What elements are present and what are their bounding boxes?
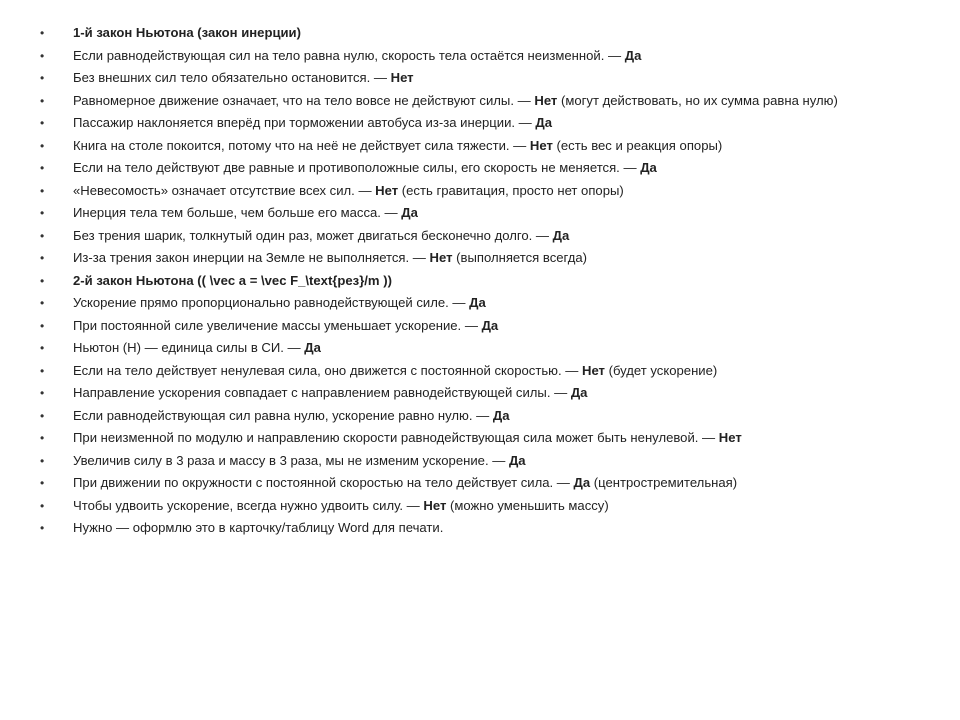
list-item: • При движении по окружности с постоянной скоростью на тело действует сила. — Да (центростремительная) — [40, 475, 738, 490]
bullet-icon: • — [40, 318, 45, 333]
bullet-icon: • — [40, 138, 45, 153]
bullet-icon: • — [40, 363, 45, 378]
bullet-icon: • — [40, 386, 45, 400]
list-item: • Если равнодействующая сил равна нулю, ускорение равно нулю. — Да — [40, 407, 510, 423]
list-item: • Нужно — оформлю это в карточку/таблицу Word для печати. — [40, 520, 444, 535]
bullet-icon: • — [40, 26, 45, 40]
list-item: • Чтобы удвоить ускорение, всегда нужно удвоить силу. — Нет (можно уменьшить массу) — [40, 497, 609, 513]
list-item: • При постоянной силе увеличение массы уменьшает ускорение. — Да — [40, 317, 499, 333]
list-item: • 2-й закон Ньютона (( \vec a = \vec F_\text{рез}/m )) — [40, 272, 392, 288]
list-item: • Пассажир наклоняется вперёд при торможении автобуса из-за инерции. — Да — [40, 115, 553, 130]
bullet-icon: • — [40, 93, 45, 108]
bullet-icon: • — [40, 341, 45, 355]
bullet-icon: • — [40, 273, 45, 288]
bullet-icon: • — [40, 453, 45, 468]
list-item: • Ускорение прямо пропорционально равнодействующей силе. — Да — [40, 295, 486, 310]
list-item: • Увеличив силу в 3 раза и массу в 3 раза, мы не изменим ускорение. — Да — [40, 452, 526, 468]
list-item: • Если равнодействующая сил на тело равна нулю, скорость тела остаётся неизменной. — Да — [40, 47, 642, 63]
bullet-icon: • — [40, 476, 45, 490]
list-item: • Если на тело действуют две равные и противоположные силы, его скорость не меняется. — Да — [40, 160, 657, 175]
list-item: • 1-й закон Ньютона (закон инерции) — [40, 25, 301, 40]
bullet-icon: • — [40, 498, 45, 513]
bullet-icon: • — [40, 228, 45, 243]
list-item: • Без внешних сил тело обязательно остановится. — Нет — [40, 70, 414, 85]
bullet-list — [40, 25, 920, 543]
bullet-icon: • — [40, 206, 45, 220]
bullet-icon: • — [40, 116, 45, 130]
bullet-icon: • — [40, 296, 45, 310]
list-item: • Если на тело действует ненулевая сила, оно движется с постоянной скоростью. — Нет (будет ускорение) — [40, 362, 718, 378]
list-item: • Равномерное движение означает, что на тело вовсе не действуют силы. — Нет (могут действовать, но их сумма равна нулю) — [40, 92, 838, 108]
list-item: • Книга на столе покоится, потому что на неё не действует сила тяжести. — Нет (есть вес и реакция опоры) — [40, 137, 723, 153]
bullet-icon: • — [40, 161, 45, 175]
list-item: • При неизменной по модулю и направлению скорости равнодействующая сила может быть ненулевой. — Нет — [40, 430, 742, 445]
list-item: • Ньютон (Н) — единица силы в СИ. — Да — [40, 340, 321, 355]
list-item: • Направление ускорения совпадает с направлением равнодействующей силы. — Да — [40, 385, 588, 400]
bullet-icon: • — [40, 71, 45, 85]
bullet-icon: • — [40, 183, 45, 198]
bullet-icon: • — [40, 48, 45, 63]
list-item: • «Невесомость» означает отсутствие всех сил. — Нет (есть гравитация, просто нет опоры) — [40, 182, 624, 198]
list-item: • Инерция тела тем больше, чем больше его масса. — Да — [40, 205, 418, 220]
list-item: • Из-за трения закон инерции на Земле не выполняется. — Нет (выполняется всегда) — [40, 250, 588, 265]
bullet-icon: • — [40, 251, 45, 265]
bullet-icon: • — [40, 408, 45, 423]
bullet-icon: • — [40, 431, 45, 445]
list-item: • Без трения шарик, толкнутый один раз, может двигаться бесконечно долго. — Да — [40, 227, 570, 243]
bullet-icon: • — [40, 521, 45, 535]
